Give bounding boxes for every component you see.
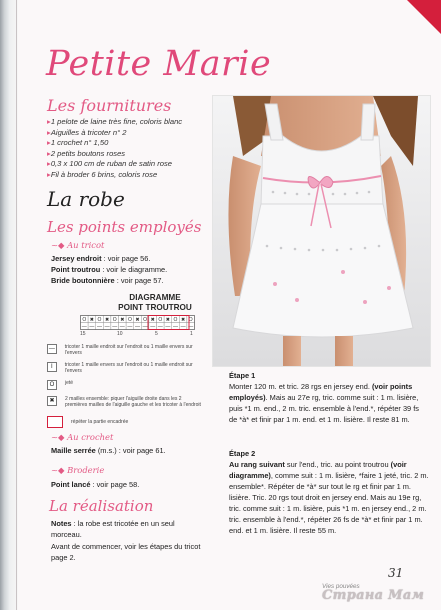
etape1-text: Monter 120 m. et tric. 28 rgs en jersey end. (voir points employés). Mais au 27e rg, tric. comme suit : 1 m. lisière, puis *1 m. end., 2 m. tric. ensemble à l'end.*, répéter 39 fs de *à* et finir par 1 m. end. et 1 m. lisière. Il reste 81 m. [229,382,419,424]
doll-photo [212,95,431,367]
grid-symbol: — [157,324,163,330]
tricot-label: ~◆ Au tricot [51,240,105,250]
fournitures-heading: Les fournitures [47,96,172,115]
legend-row: I tricoter 1 maille envers sur l'endroit ou 1 maille endroit sur l'envers [47,362,207,374]
grid-symbol: O [158,317,163,323]
doll-dress-illustration [213,96,430,366]
fourniture-item: ▸ Aiguilles à tricoter n° 2 [47,128,182,139]
grid-symbol: ✖ [135,317,140,323]
grid-symbol: O [173,317,178,323]
grid-symbol: — [127,324,133,330]
grid-symbol: O [143,317,148,323]
grid-symbol: — [97,324,102,330]
legend-row: ✖ 2 mailles ensemble: piquer l'aiguille droite dans les 2 premières mailles de l'aiguille gauche et les tricoter à l'endroit [47,396,207,408]
flourish-icon: ~◆ [51,432,68,442]
watermark-small: Vies pouvées [322,583,360,590]
grid-symbol: ✖ [104,317,110,323]
grid-symbol: — [142,324,148,330]
grid-symbol: — [173,324,178,330]
fourniture-item: ▸ 1 pelote de laine très fine, coloris blanc [47,117,182,128]
k2tog-icon: ✖ [47,396,57,406]
diagram-title: DIAGRAMME POINT TROUTROU [118,293,192,312]
fourniture-item: ▸ 0,3 x 100 cm de ruban de satin rose [47,159,182,170]
fourniture-item: ▸ Fil à broder 6 brins, coloris rose [47,170,182,181]
stitch-grid [80,315,200,339]
grid-symbol: ✖ [180,317,186,323]
legend-row: O jeté [47,380,207,390]
grid-symbol: O [82,317,87,323]
fourniture-item: ▸ 2 petits boutons roses [47,149,182,160]
grid-symbol: ✖ [89,317,95,323]
grid-symbol: — [135,324,140,330]
grid-symbol: O [112,317,117,323]
points-heading: Les points employés [47,218,202,236]
grid-symbol: — [112,324,118,330]
etape2-text: Au rang suivant sur l'end., tric. au point troutrou (voir diagramme), comme suit : 1 m. lisière, *faire 1 jeté, tric. 2 m. ensemble*. Répéter de *à* sur tout le rg et finir par 1 m. lisière. Tric. 20 rgs tout droit en jersey end. Mais au 19e rg, tric. comme suit : 1 m. lisière, puis *1 m. en jersey end., 2 m. tric. ensemble à l'end.*, répéter 26 fs de *à* et finir par 1 m. end. et 1 m. lisière. Il reste 55 m. [229,460,429,535]
page-title: Petite Marie [46,44,272,84]
notes-text-2: Avant de commencer, voir les étapes du tricot page 2. [51,542,201,562]
grid-symbol: — [180,324,186,330]
flourish-icon: ~◆ [51,240,68,250]
grid-symbol: — [150,324,156,330]
watermark-logo: Страна Мам [322,588,425,603]
notes-text: Notes : la robe est tricotée en un seul morceau. [51,519,175,539]
legend-row: — tricoter 1 maille endroit sur l'endroit ou 1 maille envers sur l'envers [48,344,193,356]
grid-symbol: ✖ [120,317,125,323]
grid-symbol: — [188,324,194,330]
broderie-label: ~◆ Broderie [51,465,105,475]
binding-edge [16,0,17,610]
legend-row: répéter la partie encadrée [47,416,207,428]
purl-symbol-icon: I [47,362,57,372]
knit-symbol-icon: — [48,346,55,352]
page-number: 31 [388,566,404,580]
grid-symbol: ✖ [165,317,171,323]
flourish-icon: ~◆ [51,465,68,475]
repeat-box-icon [47,416,63,428]
crochet-line: Maille serrée (m.s.) : voir page 61. [51,446,166,455]
fourniture-item: ▸ 1 crochet n° 1,50 [47,138,182,149]
yarn-over-icon: O [47,380,57,390]
fournitures-list [47,117,182,181]
grid-symbol: — [165,324,171,330]
corner-tab [407,0,441,34]
realisation-heading: La réalisation [49,497,154,515]
etape2-heading: Étape 2 [229,449,256,458]
broderie-line: Point lancé : voir page 58. [51,480,140,489]
diagram-legend [47,344,207,428]
grid-symbol: — [89,324,95,330]
etape1-heading: Étape 1 [229,371,256,380]
grid-symbol: ✖ [150,317,155,323]
grid-symbol: O [97,317,102,323]
crochet-label: ~◆ Au crochet [51,432,114,442]
grid-symbol: — [81,324,87,330]
tricot-lines: Jersey endroit : voir page 56. Point troutrou : voir le diagramme. Bride boutonnière : voir page 57. [51,254,168,285]
grid-symbol: — [104,324,110,330]
robe-heading: La robe [47,187,125,211]
grid-symbol: O [188,317,193,323]
grid-symbol: O [127,317,132,323]
grid-symbol: — [119,324,125,330]
